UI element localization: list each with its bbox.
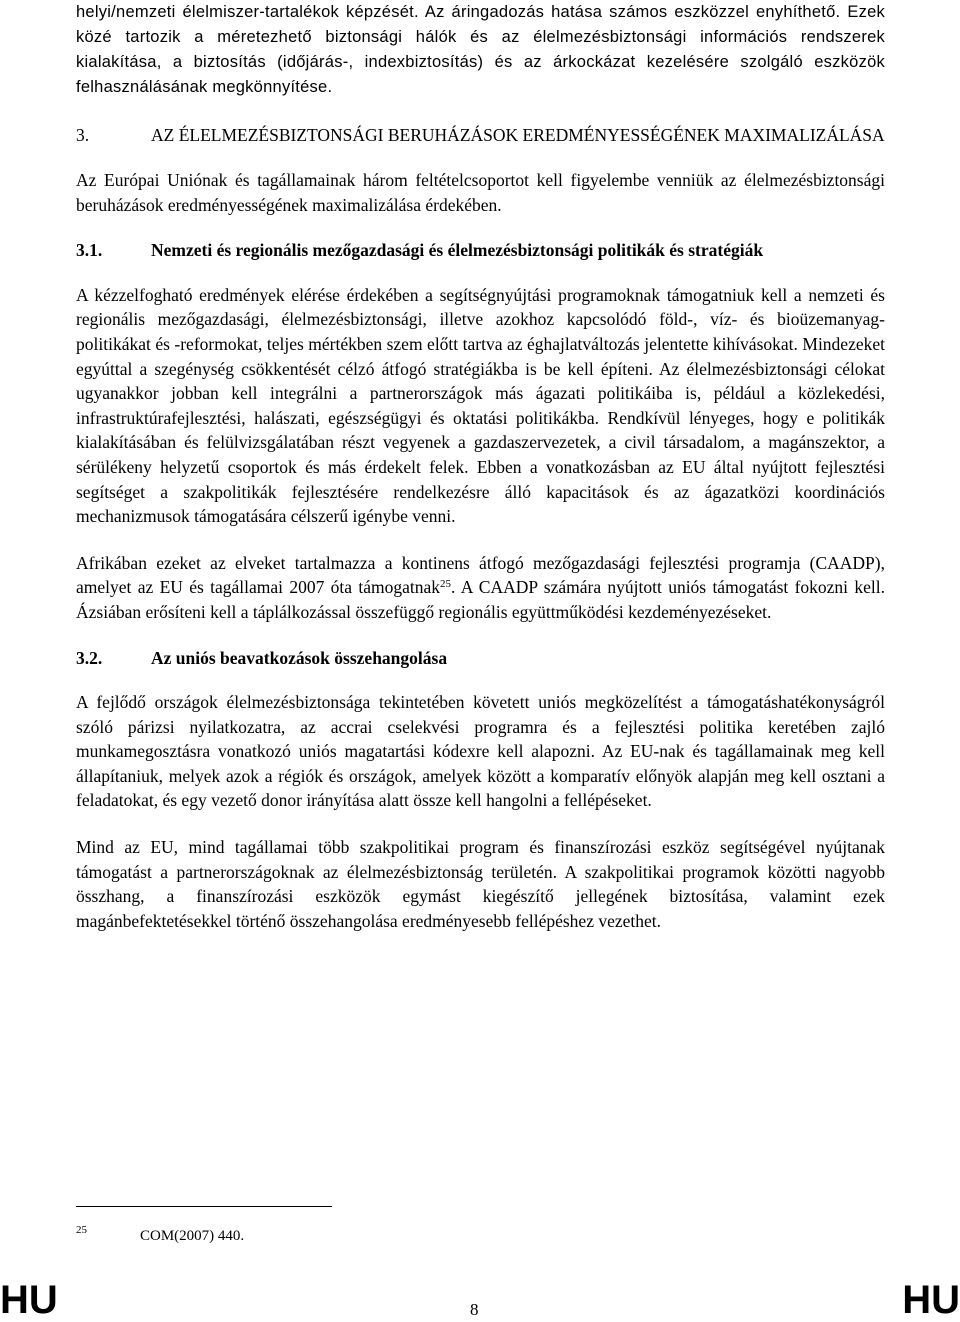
section-3-1-paragraph-2-continued: . A CAADP számára nyújtott uniós támogatást fokozni kell. Ázsiában erősíteni kell a táplálkozással összefüggő regionális együttműködési kezdeményezéseket. — [76, 577, 885, 622]
footnote-text: COM(2007) 440. — [140, 1228, 245, 1244]
language-code-left: HU — [0, 1278, 58, 1322]
section-3-2-paragraph-1: A fejlődő országok élelmezésbiztonsága tekintetében követett uniós megközelítést a támogatáshatékonyságról szóló párizsi nyilatkozatra, az accrai cselekvési programra és a fejlesztési politika keretében zajló munkamegosztásra vonatkozó uniós magatartási kódexre kell alapozni. Az EU-nak és tagállamainak meg kell állapítaniuk, melyek azok a régiók és országok, amelyek között a komparatív előnyök alapján meg kell osztani a feladatokat, és egy vezető donor irányítása alatt össze kell hangolni a fellépéseket. — [76, 692, 885, 811]
section-3-heading — [76, 123, 885, 148]
footnote-number: 25 — [76, 1224, 87, 1236]
footnote-reference[interactable]: 25 — [440, 578, 452, 591]
section-3-number: 3. — [76, 125, 90, 145]
section-3-2-title: Az uniós beavatkozások összehangolása — [151, 647, 448, 668]
section-3-1-title: Nemzeti és regionális mezőgazdasági és élelmezésbiztonsági politikák és stratégiák — [151, 240, 764, 261]
page-body — [76, 0, 885, 933]
section-3-2-number: 3.2. — [76, 647, 103, 668]
section-3-1-paragraph-2-text: Afrikában ezeket az elveket tartalmazza a kontinens átfogó mezőgazdasági fejlesztési programja (CAADP), amelyet az EU és tagállamai 2007 óta támogatnak — [76, 552, 885, 598]
section-3-paragraph: Az Európai Uniónak és tagállamainak három feltételcsoportot kell figyelembe venniük az élelmezésbiztonsági beruházások eredményességének maximalizálása érdekében. — [76, 170, 885, 215]
language-code-right: HU — [902, 1278, 960, 1322]
section-3-1-paragraph-2 — [76, 551, 885, 625]
section-3-1-paragraph-1: A kézzelfogható eredmények elérése érdekében a segítségnyújtási programoknak támogatniuk kell a nemzeti és regionális mezőgazdasági, élelmezésbiztonsági, illetve azokhoz kapcsolódó föld-, víz- és bioüzemanyag-politikákat és -reformokat, teljes mértékben szem előtt tartva az éghajlatváltozás jelentette kihívásokat. Mindezeket egyúttal a szegénység csökkentését célzó átfogó stratégiákba is be kell építeni. Az élelmezésbiztonsági célokat ugyanakkor jobban kell integrálni a partnerországok más ágazati politikáiba is, például a közlekedési, infrastruktúrafejlesztési, halászati, egészségügyi és oktatási politikákba. Rendkívül lényeges, hogy e politikák kialakításában és felülvizsgálatában részt vegyenek a gazdaszervezetek, a civil társadalom, a magánszektor, a sérülékeny helyzetű csoportok és más érdekelt felek. Ebben a vonatkozásban az EU által nyújtott fejlesztési segítséget a szakpolitikák fejlesztésére rendelkezésre álló kapacitások és az ágazatközi koordinációs mechanizmusok támogatására célszerű igénybe venni. — [76, 284, 885, 527]
section-3-title: AZ ÉLELMEZÉSBIZTONSÁGI BERUHÁZÁSOK EREDMÉNYESSÉGÉNEK MAXIMALIZÁLÁSA — [151, 125, 885, 145]
footnote-divider — [76, 1206, 332, 1207]
section-3-1-number: 3.1. — [76, 240, 103, 261]
intro-paragraph: helyi/nemzeti élelmiszer-tartalékok képzését. Az áringadozás hatása számos eszközzel enyhíthető. Ezek közé tartozik a méretezhető biztonsági hálók és az élelmezésbiztonsági információs rendszerek kialakítása, a biztosítás (időjárás-, indexbiztosítás) és az árkockázat kezelésére szolgáló eszközök felhasználásának megkönnyítése. — [76, 3, 885, 96]
section-3-2-paragraph-2: Mind az EU, mind tagállamai több szakpolitikai program és finanszírozási eszköz segítségével nyújtanak támogatást a partnerországoknak az élelmezésbiztonság területén. A szakpolitikai programok közötti nagyobb összhang, a finanszírozási eszközök egymást kiegészítő jellegének biztosítása, valamint ezek magánbefektetésekkel történő összehangolása eredményesebb fellépéshez vezethet. — [76, 837, 885, 931]
page-number: 8 — [470, 1300, 479, 1319]
section-3-2-heading — [76, 646, 885, 671]
section-3-1-heading — [76, 238, 885, 263]
